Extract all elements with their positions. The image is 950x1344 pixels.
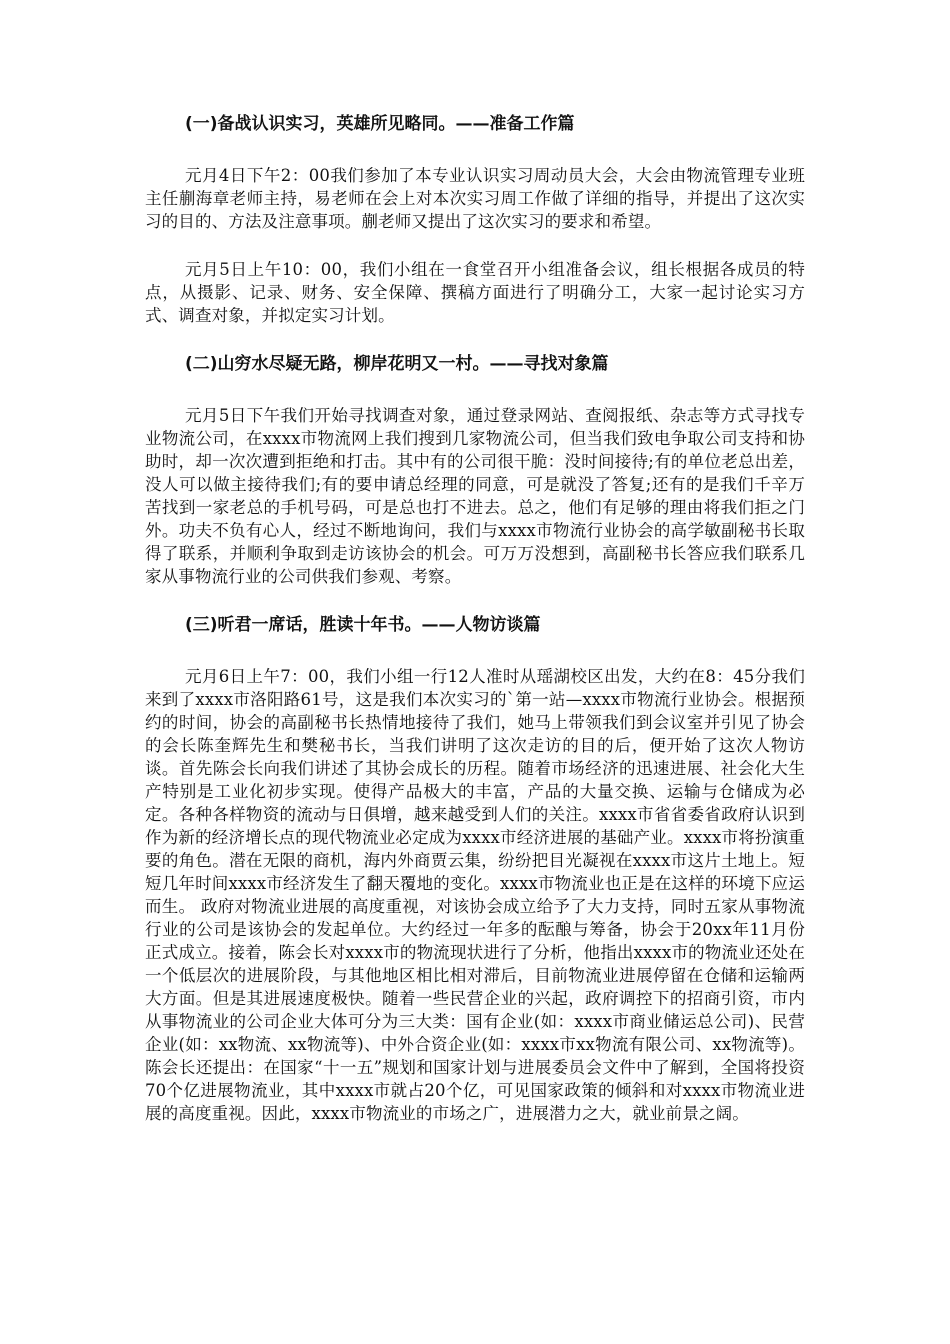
paragraph-interview: 元月6日上午7：00，我们小组一行12人准时从瑶湖校区出发，大约在8：45分我们来到了xxxx市洛阳路61号，这是我们本次实习的`第一站—xxxx市物流行业协会。根据预约的时间，协会的高副秘书长热情地接待了我们，她马上带领我们到会议室并引见了协会的会长陈奎辉先生和樊秘书长，当我们讲明了这次走访的目的后，便开始了这次人物访谈。首先陈会长向我们讲述了其协会成长的历程。随着市场经济的迅速进展、社会化大生产特别是工业化初步实现。使得产品极大的丰富，产品的大量交换、运输与仓储成为必定。各种各样物资的流动与日俱增，越来越受到人们的关注。xxxx市省省委省政府认识到作为新的经济增长点的现代物流业必定成为xxxx市经济进展的基础产业。xxxx市将扮演重要的角色。潜在无限的商机，海内外商贾云集，纷纷把目光凝视在xxxx市这片土地上。短短几年时间xxxx市经济发生了翻天覆地的变化。xxxx市物流业也正是在这样的环境下应运而生。 政府对物流业进展的高度重视，对该协会成立给予了大力支持，同时五家从事物流行业的公司是该协会的发起单位。大约经过一年多的酝酿与筹备，协会于20xx年11月份正式成立。接着，陈会长对xxxx市的物流现状进行了分析，他指出xxxx市的物流业还处在一个低层次的进展阶段，与其他地区相比相对滞后，目前物流业进展停留在仓储和运输两大方面。但是其进展速度极快。随着一些民营企业的兴起，政府调控下的招商引资，市内从事物流业的公司企业大体可分为三大类：国有企业(如：xxxx市商业储运总公司)、民营企业(如：xx物流、xx物流等)、中外合资企业(如：xxxx市xx物流有限公司、xx物流等)。陈会长还提出：在国家“十一五”规划和国家计划与进展委员会文件中了解到，全国将投资70个亿进展物流业，其中xxxx市就占20个亿，可见国家政策的倾斜和对xxxx市物流业进展的高度重视。因此，xxxx市物流业的市场之广，进展潜力之大，就业前景之阔。 — [145, 667, 805, 1123]
document-page — [145, 112, 805, 1150]
section-heading-interview: (三)听君一席话，胜读十年书。——人物访谈篇 — [185, 615, 541, 635]
paragraph-mobilization-meeting: 元月4日下午2：00我们参加了本专业认识实习周动员大会，大会由物流管理专业班主任蒯海章老师主持，易老师在会上对本次实习周工作做了详细的指导，并提出了这次实习的目的、方法及注意事项。蒯老师又提出了这次实习的要求和希望。 — [145, 166, 805, 231]
section-heading-preparation: (一)备战认识实习，英雄所见略同。——准备工作篇 — [185, 114, 575, 134]
section-heading-finding-targets: (二)山穷水尽疑无路，柳岸花明又一村。——寻找对象篇 — [185, 354, 609, 374]
paragraph-group-meeting: 元月5日上午10：00，我们小组在一食堂召开小组准备会议，组长根据各成员的特点，从摄影、记录、财务、安全保障、撰稿方面进行了明确分工，大家一起讨论实习方式、调查对象，并拟定实习计划。 — [145, 260, 805, 325]
paragraph-finding-companies: 元月5日下午我们开始寻找调查对象，通过登录网站、查阅报纸、杂志等方式寻找专业物流公司，在xxxx市物流网上我们搜到几家物流公司，但当我们致电争取公司支持和协助时，却一次次遭到拒绝和打击。其中有的公司很干脆：没时间接待;有的单位老总出差，没人可以做主接待我们;有的要申请总经理的同意，可是就没了答复;还有的是我们千辛万苦找到一家老总的手机号码，可是总也打不进去。总之，他们有足够的理由将我们拒之门外。功夫不负有心人，经过不断地询问，我们与xxxx市物流行业协会的高学敏副秘书长取得了联系，并顺利争取到走访该协会的机会。可万万没想到，高副秘书长答应我们联系几家从事物流行业的公司供我们参观、考察。 — [145, 406, 805, 586]
